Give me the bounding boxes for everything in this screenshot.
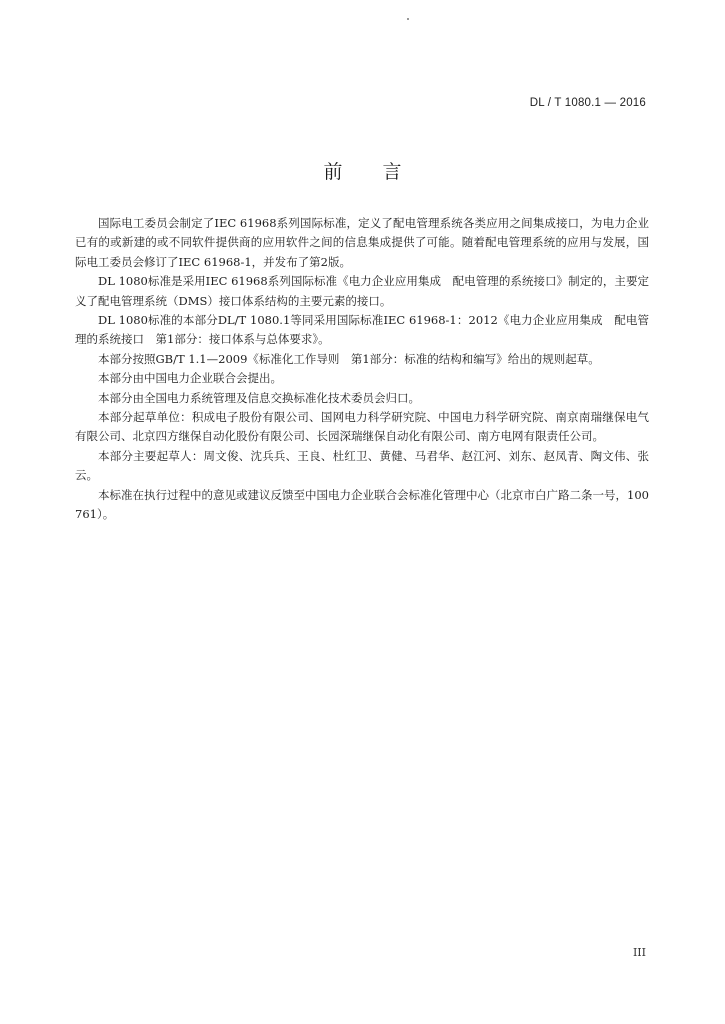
page-title: 前言 xyxy=(323,161,442,183)
paragraph-equivalence: DL 1080标准的本部分DL/T 1080.1等同采用国际标准IEC 61968-1：2012《电力企业应用集成 配电管理的系统接口 第1部分：接口体系与总体要求》。 xyxy=(75,313,649,347)
paragraph-intro: 国际电工委员会制定了IEC 61968系列国际标准，定义了配电管理系统各类应用之间集成接口，为电力企业已有的或新建的或不同软件提供商的应用软件之间的信息集成提供了可能。随着配电管理系统的应用与发展，国际电工委员会修订了IEC 61968-1，并发布了第2版。 xyxy=(75,216,649,269)
scan-mark xyxy=(407,18,409,20)
paragraph-committee: 本部分由全国电力系统管理及信息交换标准化技术委员会归口。 xyxy=(98,390,420,405)
paragraph-proposer: 本部分由中国电力企业联合会提出。 xyxy=(98,371,282,386)
page-number: III xyxy=(632,946,646,959)
paragraph-feedback: 本标准在执行过程中的意见或建议反馈至中国电力企业联合会标准化管理中心（北京市白广路二条一号，100761）。 xyxy=(75,487,649,522)
paragraph-dl1080-basis: DL 1080标准是采用IEC 61968系列国际标准《电力企业应用集成 配电管理的系统接口》制定的，主要定义了配电管理系统（DMS）接口体系结构的主要元素的接口。 xyxy=(75,274,649,308)
paragraph-drafting-units: 本部分起草单位：积成电子股份有限公司、国网电力科学研究院、中国电力科学研究院、南京南瑞继保电气有限公司、北京四方继保自动化股份有限公司、长园深瑞继保自动化有限公司、南方电网有限责任公司。 xyxy=(75,410,649,444)
standard-code: DL / T 1080.1 — 2016 xyxy=(529,97,646,109)
paragraph-drafting-rules: 本部分按照GB/T 1.1—2009《标准化工作导则 第1部分：标准的结构和编写》给出的规则起草。 xyxy=(98,351,600,366)
paragraph-drafters: 本部分主要起草人：周文俊、沈兵兵、王良、杜红卫、黄健、马君华、赵江河、刘东、赵凤青、陶文伟、张云。 xyxy=(75,448,649,483)
foreword-body xyxy=(75,214,649,525)
